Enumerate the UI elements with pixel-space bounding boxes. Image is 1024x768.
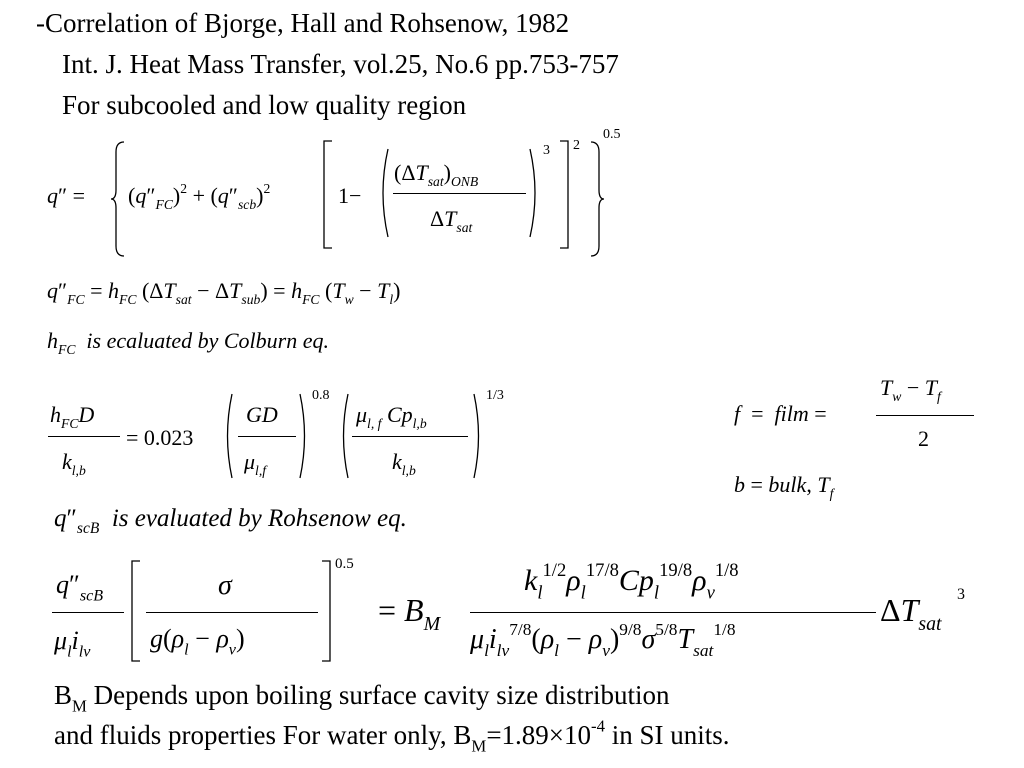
colburn-pr-den: $k_{l,b}$ [392, 449, 416, 479]
bm-description-line2: and fluids properties For water only, $B_M=1.89\times 10^{-4}$ in SI units. [54, 716, 730, 756]
colburn-paren2-r [472, 393, 484, 479]
colburn-re-num: GD [246, 402, 278, 427]
eq1-exp-half: 0.5 [603, 127, 621, 142]
roh-sigma-den: $g(\rho_l - \rho_v)$ [150, 624, 245, 659]
left-brace [110, 140, 126, 258]
colburn-paren1-r [298, 393, 310, 479]
roh-exp-half: 0.5 [335, 556, 354, 572]
colburn-exp-08: 0.8 [312, 388, 330, 403]
roh-bracket-r [320, 560, 332, 662]
roh-sigma-num: σ [218, 570, 232, 601]
left-paren [376, 148, 390, 238]
film-den: 2 [918, 426, 929, 451]
eq1-frac-bar [393, 193, 526, 194]
eq1-lhs: q″ = [47, 183, 86, 208]
roh-sigma-bar [146, 612, 318, 613]
eq1-frac-den: $\Delta T_{sat}$ [430, 206, 473, 236]
roh-lhs-den: $\mu_li_{lv}$ [54, 626, 91, 661]
eq1-terms: $(q''_{FC})^2 + (q''_{scb})^2$ [128, 180, 271, 213]
roh-dtsat: $\Delta T_{sat}$ [880, 592, 942, 635]
colburn-pr-num: $\mu_{l, f}$ $Cp_{l,b}$ [356, 402, 427, 432]
bm-description-line1: $B_M$ Depends upon boiling surface cavity size distribution [54, 680, 670, 716]
colburn-re-bar [238, 436, 296, 437]
right-brace [589, 140, 605, 258]
citation-journal: Int. J. Heat Mass Transfer, vol.25, No.6 pp.753-757 [62, 49, 619, 79]
colburn-lhs-den: $k_{l,b}$ [62, 449, 86, 479]
film-lhs: f = film = [734, 401, 827, 426]
roh-rhs-den: $\mu_li_{lv}^{7/8}(\rho_l - \rho_v)^{9/8}\sigma^{5/8}T_{sat}^{1/8}$ [470, 619, 736, 660]
eq1-exp-3: 3 [543, 143, 550, 158]
roh-exp-3: 3 [957, 586, 965, 603]
colburn-lhs-bar [48, 436, 120, 437]
right-bracket [558, 140, 570, 250]
colburn-coeff: = 0.023 [126, 425, 194, 450]
film-bar [876, 415, 974, 416]
citation-scope: For subcooled and low quality region [62, 90, 467, 120]
roh-bm: = $B_M$ [378, 592, 441, 635]
roh-bracket-l [130, 560, 142, 662]
colburn-paren1-l [222, 393, 234, 479]
colburn-re-den: $\mu_{l,f}$ [244, 449, 267, 479]
qscb-rohsenow-note: $q''_{scB}$ is evaluated by Rohsenow eq. [54, 505, 407, 537]
right-paren [528, 148, 542, 238]
eq1-frac-num: $(\Delta T_{sat})_{ONB}$ [394, 160, 479, 190]
colburn-paren2-l [338, 393, 350, 479]
left-bracket [322, 140, 334, 250]
hfc-colburn-note: $h_{FC}$ is ecaluated by Colburn eq. [47, 328, 329, 358]
roh-lhs-num: $q''_{scB}$ [56, 570, 104, 605]
eq1-one-minus: 1− [338, 183, 362, 208]
eq1-exp-2: 2 [573, 138, 580, 153]
bulk-definition: b = bulk, $T_f$ [734, 472, 834, 502]
equation-qfc: $q''_{FC} = h_{FC}$ $(\Delta T_{sat} - \Delta T_{sub}) = h_{FC}$ $(T_w - T_l)$ [47, 278, 401, 308]
colburn-pr-bar [352, 436, 468, 437]
roh-lhs-bar [52, 612, 124, 613]
roh-rhs-num: $k_l^{1/2}\rho_l^{17/8}Cp_l^{19/8}\rho_v^{1/8}$ [524, 560, 739, 604]
film-num: $T_w - T_f$ [880, 375, 941, 405]
citation-title: -Correlation of Bjorge, Hall and Rohsenow, 1982 [36, 8, 570, 38]
roh-rhs-bar [470, 612, 876, 613]
colburn-lhs-num: $h_{FC}D$ [50, 402, 95, 432]
colburn-exp-third: 1/3 [486, 388, 504, 403]
